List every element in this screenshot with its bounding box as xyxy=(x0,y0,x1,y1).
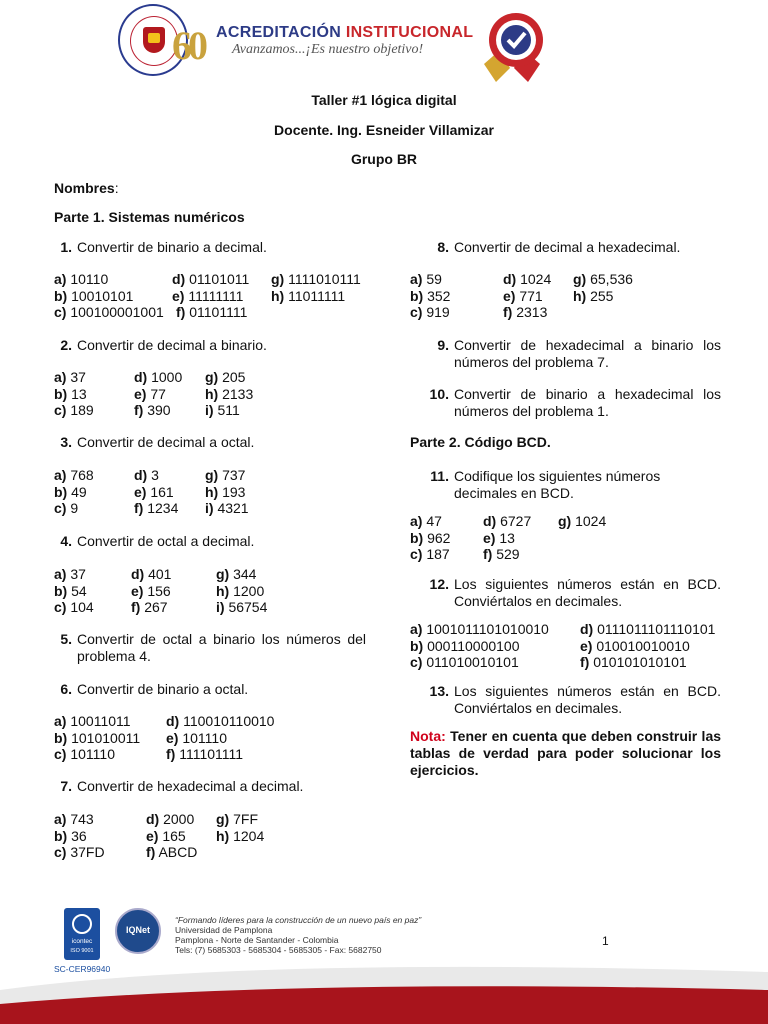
option-item: d) 6727 xyxy=(483,513,532,529)
option-item: e) 13 xyxy=(483,529,515,546)
option-item: b) 101010011 xyxy=(54,729,141,746)
option-item: e) 11111111 xyxy=(172,287,244,304)
question-5: 5. Convertir de octal a binario los números del problema 4. xyxy=(60,631,366,664)
option-item: c) 189 xyxy=(54,402,94,418)
option-item: b) 13 xyxy=(54,385,87,402)
option-item: h) 2133 xyxy=(205,385,254,402)
option-item: b) 352 xyxy=(410,287,451,304)
certification-number: SC-CER96940 xyxy=(54,964,111,974)
option-item: g) 7FF xyxy=(216,811,258,827)
option-item: a) 47 xyxy=(410,513,442,529)
option-item: d) 1024 xyxy=(503,271,552,287)
option-item: h) 255 xyxy=(573,287,614,304)
option-item: e) 165 xyxy=(146,827,186,844)
doc-teacher: Docente. Ing. Esneider Villamizar xyxy=(274,122,494,138)
option-item: e) 77 xyxy=(134,385,166,402)
doc-title: Taller #1 lógica digital xyxy=(311,92,457,108)
option-item: d) 110010110010 xyxy=(166,713,275,729)
option-item: e) 010010010010 xyxy=(580,637,690,654)
icontec-logo: icontec ISO 9001 xyxy=(64,908,100,960)
option-item: g) 1111010111 xyxy=(271,271,361,287)
option-item: g) 205 xyxy=(205,369,246,385)
option-item: c) 101110 xyxy=(54,746,115,762)
option-item: h) 11011111 xyxy=(271,287,346,304)
footer-info: “Formando líderes para la construcción de un nuevo país en paz” Universidad de Pamplona Pamplona - Norte de Santander - Colombia Tels: (7) 5685303 - 5685304 - 5685305 - Fax: 5682750 xyxy=(175,915,422,955)
option-item: h) 1204 xyxy=(216,827,265,844)
option-item: a) 743 xyxy=(54,811,94,827)
footer-band xyxy=(0,950,768,1024)
question-10: 10. Convertir de binario a hexadecimal los números del problema 1. xyxy=(429,386,721,419)
option-item: b) 000110000100 xyxy=(410,637,520,654)
accreditation-title: ACREDITACIÓN INSTITUCIONAL xyxy=(216,24,474,41)
option-item: c) 011010010101 xyxy=(410,654,519,670)
question-7: 7. Convertir de hexadecimal a decimal. xyxy=(60,778,304,794)
option-item: d) 2000 xyxy=(146,811,195,827)
option-item: a) 37 xyxy=(54,369,86,385)
option-item: h) 1200 xyxy=(216,582,265,599)
option-item: h) 193 xyxy=(205,483,246,500)
option-item: i) 4321 xyxy=(205,500,249,516)
option-item: e) 161 xyxy=(134,483,174,500)
anniversary-60-logo: 60 xyxy=(172,23,204,68)
option-item: f) 267 xyxy=(131,599,168,615)
question-8: 8. Convertir de decimal a hexadecimal. xyxy=(437,239,681,255)
shield-icon xyxy=(143,27,165,53)
option-item: d) 3 xyxy=(134,467,159,483)
names-field: Nombres: xyxy=(54,180,119,196)
option-item: c) 919 xyxy=(410,304,450,320)
option-item: a) 37 xyxy=(54,566,86,582)
question-6: 6. Convertir de binario a octal. xyxy=(60,681,249,697)
option-item: b) 36 xyxy=(54,827,87,844)
question-1: 1. Convertir de binario a decimal. xyxy=(60,239,267,255)
seal-emblem xyxy=(130,16,178,66)
question-11: 11. Codifique los siguientes números decimales en BCD. xyxy=(430,468,661,501)
option-item: a) 10110 xyxy=(54,271,109,287)
option-item: f) 390 xyxy=(134,402,171,418)
question-12: 12. Los siguientes números están en BCD. Conviértalos en decimales. xyxy=(429,576,721,609)
part1-heading: Parte 1. Sistemas numéricos xyxy=(54,209,245,225)
option-item: c) 104 xyxy=(54,599,94,615)
option-item: g) 1024 xyxy=(558,513,607,529)
option-item: c) 37FD xyxy=(54,844,105,860)
accreditation-slogan: Avanzamos...¡Es nuestro objetivo! xyxy=(232,42,424,57)
option-item: g) 344 xyxy=(216,566,257,582)
option-item: a) 1001011101010010 xyxy=(410,621,549,637)
option-item: b) 10010101 xyxy=(54,287,134,304)
question-13: 13. Los siguientes números están en BCD. Conviértalos en decimales. xyxy=(429,683,721,716)
question-4: 4. Convertir de octal a decimal. xyxy=(60,533,255,549)
option-item: f) 111101111 xyxy=(166,746,244,762)
option-item: d) 0111011101110101 xyxy=(580,621,716,637)
page-number: 1 xyxy=(602,934,609,948)
option-item: d) 01101011 xyxy=(172,271,250,287)
accreditation-badge-icon xyxy=(470,6,554,88)
option-item: d) 401 xyxy=(131,566,172,582)
option-item: b) 962 xyxy=(410,529,451,546)
option-item: e) 771 xyxy=(503,287,543,304)
doc-group: Grupo BR xyxy=(350,151,418,167)
option-item: b) 54 xyxy=(54,582,87,599)
option-item: i) 56754 xyxy=(216,599,268,615)
option-item: g) 65,536 xyxy=(573,271,633,287)
option-item: b) 49 xyxy=(54,483,87,500)
option-item: c) 9 xyxy=(54,500,79,516)
option-item: f) 2313 xyxy=(503,304,548,320)
part2-heading: Parte 2. Código BCD. xyxy=(410,434,551,450)
note: Nota: Tener en cuenta que deben construir las tablas de verdad para poder solucionar los ejercicios. xyxy=(410,728,722,778)
option-item: a) 10011011 xyxy=(54,713,131,729)
option-item: e) 101110 xyxy=(166,729,227,746)
option-item: i) 511 xyxy=(205,402,240,418)
question-3: 3. Convertir de decimal a octal. xyxy=(60,434,255,450)
option-item: a) 768 xyxy=(54,467,94,483)
iqnet-logo: IQNet xyxy=(115,908,161,954)
question-2: 2. Convertir de decimal a binario. xyxy=(60,337,267,353)
option-item: g) 737 xyxy=(205,467,246,483)
option-item: f) 1234 xyxy=(134,500,179,516)
option-item: c) 187 xyxy=(410,546,450,562)
option-item: f) 01101111 xyxy=(176,304,248,320)
option-item: a) 59 xyxy=(410,271,442,287)
option-item: f) 529 xyxy=(483,546,520,562)
option-item: d) 1000 xyxy=(134,369,183,385)
option-item: f) 010101010101 xyxy=(580,654,687,670)
question-9: 9. Convertir de hexadecimal a binario los números del problema 7. xyxy=(437,337,721,370)
option-item: c) 100100001001 xyxy=(54,304,164,320)
option-item: e) 156 xyxy=(131,582,171,599)
option-item: f) ABCD xyxy=(146,844,198,860)
